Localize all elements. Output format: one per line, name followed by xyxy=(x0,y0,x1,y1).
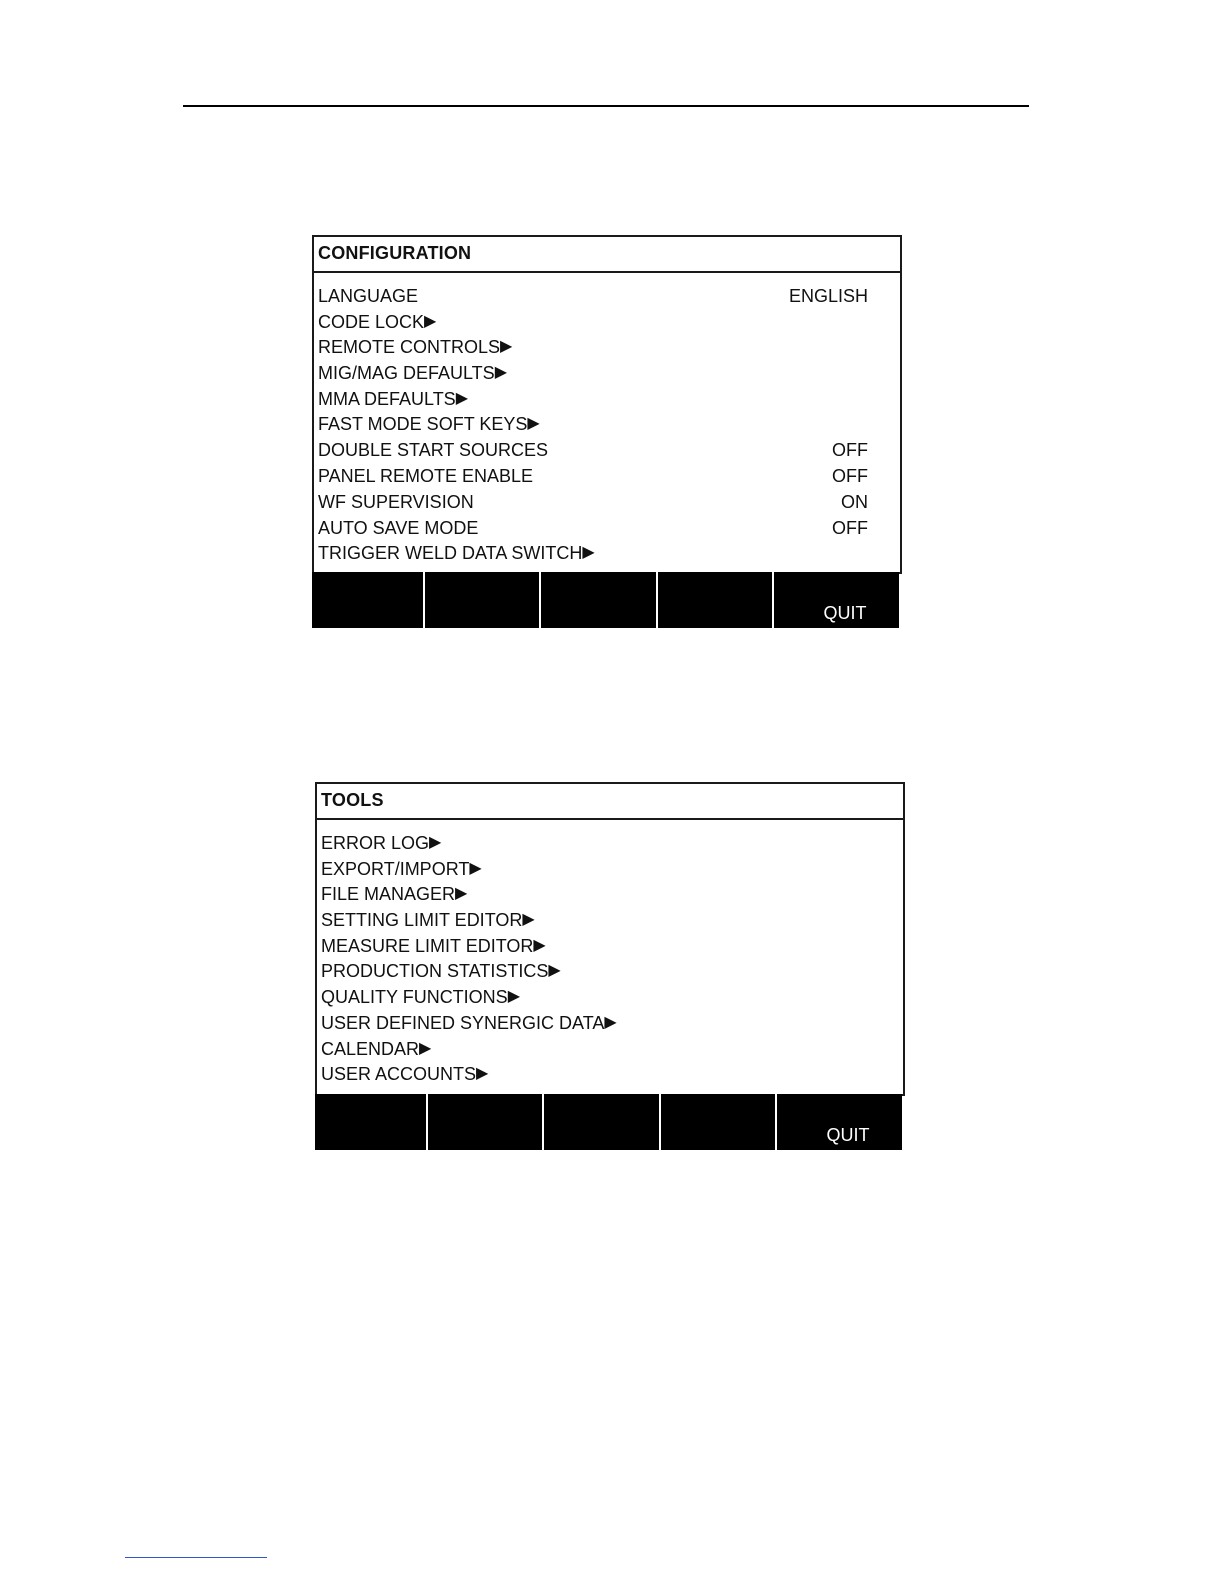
softkey-2[interactable] xyxy=(426,572,538,628)
arrow-right-icon: ▶ xyxy=(476,1065,489,1082)
menu-item-file-manager[interactable] xyxy=(321,882,467,906)
menu-item-label: FILE MANAGER xyxy=(321,884,456,904)
tools-panel xyxy=(315,782,905,1149)
arrow-right-icon: ▶ xyxy=(429,834,442,851)
configuration-panel xyxy=(312,235,902,628)
menu-item-error-log[interactable] xyxy=(321,831,441,855)
arrow-right-icon: ▶ xyxy=(469,860,482,877)
menu-item-label: ERROR LOG xyxy=(321,833,430,853)
arrow-right-icon: ▶ xyxy=(455,390,469,407)
menu-item-code-lock[interactable] xyxy=(318,310,436,334)
arrow-right-icon: ▶ xyxy=(582,544,595,561)
arrow-right-icon: ▶ xyxy=(604,1014,617,1031)
auto-save-mode-value: OFF xyxy=(832,518,868,538)
menu-item-label: REMOTE CONTROLS xyxy=(318,337,501,357)
arrow-right-icon: ▶ xyxy=(500,338,513,355)
arrow-right-icon: ▶ xyxy=(533,937,546,954)
arrow-right-icon: ▶ xyxy=(527,415,540,432)
menu-item-fast-mode-soft-keys[interactable] xyxy=(318,412,540,436)
menu-item-label: QUALITY FUNCTIONS xyxy=(321,987,508,1007)
footer-link-underline xyxy=(125,1557,267,1558)
menu-item-label: AUTO SAVE MODE xyxy=(318,518,479,538)
menu-item-label: PANEL REMOTE ENABLE xyxy=(318,466,534,486)
menu-item-quality-functions[interactable] xyxy=(321,985,520,1009)
configuration-softkey-bar xyxy=(312,572,899,628)
menu-item-label: EXPORT/IMPORT xyxy=(321,859,470,879)
tools-title-bar xyxy=(315,782,905,820)
menu-item-label: FAST MODE SOFT KEYS xyxy=(318,414,528,434)
menu-item-label: USER ACCOUNTS xyxy=(321,1064,477,1084)
softkey-3[interactable] xyxy=(545,1094,658,1150)
softkey-4[interactable] xyxy=(662,1094,774,1150)
menu-item-double-start-sources[interactable] xyxy=(318,438,548,462)
menu-item-trigger-weld-data-switch[interactable] xyxy=(318,541,595,565)
softkey-1[interactable] xyxy=(315,1094,425,1150)
quit-button[interactable]: QUIT xyxy=(775,572,899,628)
menu-item-production-statistics[interactable] xyxy=(321,959,561,983)
arrow-right-icon: ▶ xyxy=(419,1040,432,1057)
menu-item-label: PRODUCTION STATISTICS xyxy=(321,961,549,981)
arrow-right-icon: ▶ xyxy=(548,962,561,979)
arrow-right-icon: ▶ xyxy=(455,885,468,902)
menu-item-export-import[interactable] xyxy=(321,857,482,881)
menu-item-label: CALENDAR xyxy=(321,1039,420,1059)
menu-item-label: TRIGGER WELD DATA SWITCH xyxy=(318,543,583,563)
menu-item-language[interactable] xyxy=(318,284,418,308)
arrow-right-icon: ▶ xyxy=(494,364,507,381)
menu-item-label: CODE LOCK xyxy=(318,312,425,332)
menu-item-label: LANGUAGE xyxy=(318,286,419,306)
menu-item-label: MIG/MAG DEFAULTS xyxy=(318,363,495,383)
panel-remote-enable-value: OFF xyxy=(832,466,868,486)
softkey-2[interactable] xyxy=(429,1094,541,1150)
menu-item-label: USER DEFINED SYNERGIC DATA xyxy=(321,1013,605,1033)
menu-item-setting-limit-editor[interactable] xyxy=(321,908,535,932)
menu-item-measure-limit-editor[interactable] xyxy=(321,934,546,958)
menu-item-user-accounts[interactable] xyxy=(321,1062,488,1086)
header-rule xyxy=(183,105,1029,107)
menu-item-label: MEASURE LIMIT EDITOR xyxy=(321,936,534,956)
wf-supervision-value: ON xyxy=(841,492,868,512)
configuration-title: CONFIGURATION xyxy=(318,243,472,263)
tools-softkey-bar xyxy=(315,1094,902,1150)
arrow-right-icon: ▶ xyxy=(424,313,437,330)
quit-button[interactable]: QUIT xyxy=(778,1094,902,1150)
softkey-4[interactable] xyxy=(659,572,771,628)
language-value: ENGLISH xyxy=(788,286,868,306)
softkey-3[interactable] xyxy=(542,572,655,628)
menu-item-auto-save-mode[interactable] xyxy=(318,516,478,540)
menu-item-mig-mag-defaults[interactable] xyxy=(318,361,507,385)
arrow-right-icon: ▶ xyxy=(507,988,521,1005)
double-start-sources-value: OFF xyxy=(832,440,868,460)
menu-item-label: DOUBLE START SOURCES xyxy=(318,440,549,460)
menu-item-label: WF SUPERVISION xyxy=(318,492,474,512)
menu-item-panel-remote-enable[interactable] xyxy=(318,464,533,488)
menu-item-label: MMA DEFAULTS xyxy=(318,389,456,409)
menu-item-user-defined-synergic-data[interactable] xyxy=(321,1011,617,1035)
tools-title: TOOLS xyxy=(321,790,384,810)
menu-item-wf-supervision[interactable] xyxy=(318,490,474,514)
menu-item-calendar[interactable] xyxy=(321,1037,431,1061)
menu-item-mma-defaults[interactable] xyxy=(318,387,468,411)
menu-item-remote-controls[interactable] xyxy=(318,335,512,359)
softkey-1[interactable] xyxy=(312,572,422,628)
arrow-right-icon: ▶ xyxy=(522,911,535,928)
menu-item-label: SETTING LIMIT EDITOR xyxy=(321,910,523,930)
configuration-title-bar xyxy=(312,235,902,273)
